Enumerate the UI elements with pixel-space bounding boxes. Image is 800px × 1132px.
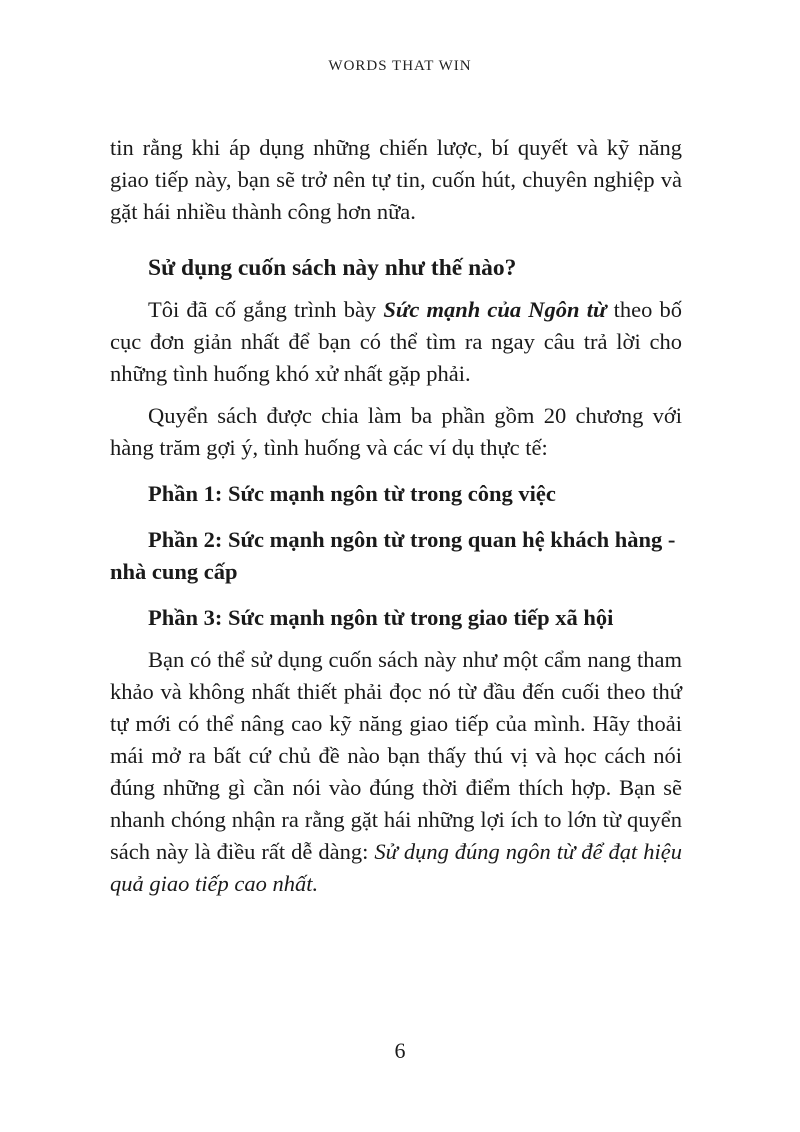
page-number: 6 [394,1038,406,1063]
paragraph-book-layout [110,294,682,390]
part-2-line-1: Phần 2: Sức mạnh ngôn từ trong quan hệ khách hàng - [148,527,676,552]
paragraph-text: theo bố cục đơn giản nhất để bạn có thể tìm ra ngay câu trả lời cho những tình huống khó xử nhất gặp phải. [110,297,682,386]
part-2-line-2: nhà cung cấp [110,559,238,584]
part-2-title [110,524,682,588]
intro-paragraph: tin rằng khi áp dụng những chiến lược, bí quyết và kỹ năng giao tiếp này, bạn sẽ trở nên tự tin, cuốn hút, chuyên nghiệp và gặt hái nhiều thành công hơn nữa. [110,135,682,224]
paragraph-text: Tôi đã cố gắng trình bày [148,297,384,322]
italic-conclusion: Sử dụng đúng ngôn từ để đạt hiệu quả giao tiếp cao nhất. [110,839,682,896]
page-body [110,132,682,900]
book-title: Sức mạnh của Ngôn từ [383,297,607,322]
part-3-title: Phần 3: Sức mạnh ngôn từ trong giao tiếp xã hội [148,605,614,630]
running-header: WORDS THAT WIN [328,58,472,74]
paragraph-text: Bạn có thể sử dụng cuốn sách này như một cẩm nang tham khảo và không nhất thiết phải đọc nó từ đầu đến cuối theo thứ tự mới có thể nâng cao kỹ năng giao tiếp của mình. Hãy thoải mái mở ra bất cứ chủ đề nào bạn thấy thú vị và học cách nói đúng những gì cần nói vào đúng thời điểm thích hợp. Bạn sẽ nhanh chóng nhận ra rằng gặt hái những lợi ích to lớn từ quyển sách này là điều rất dễ dàng: [110,647,682,864]
part-1-title: Phần 1: Sức mạnh ngôn từ trong công việc [148,481,556,506]
paragraph-book-structure: Quyển sách được chia làm ba phần gồm 20 chương với hàng trăm gợi ý, tình huống và các ví dụ thực tế: [110,403,682,460]
section-heading: Sử dụng cuốn sách này như thế nào? [148,255,517,281]
paragraph-usage [110,644,682,900]
